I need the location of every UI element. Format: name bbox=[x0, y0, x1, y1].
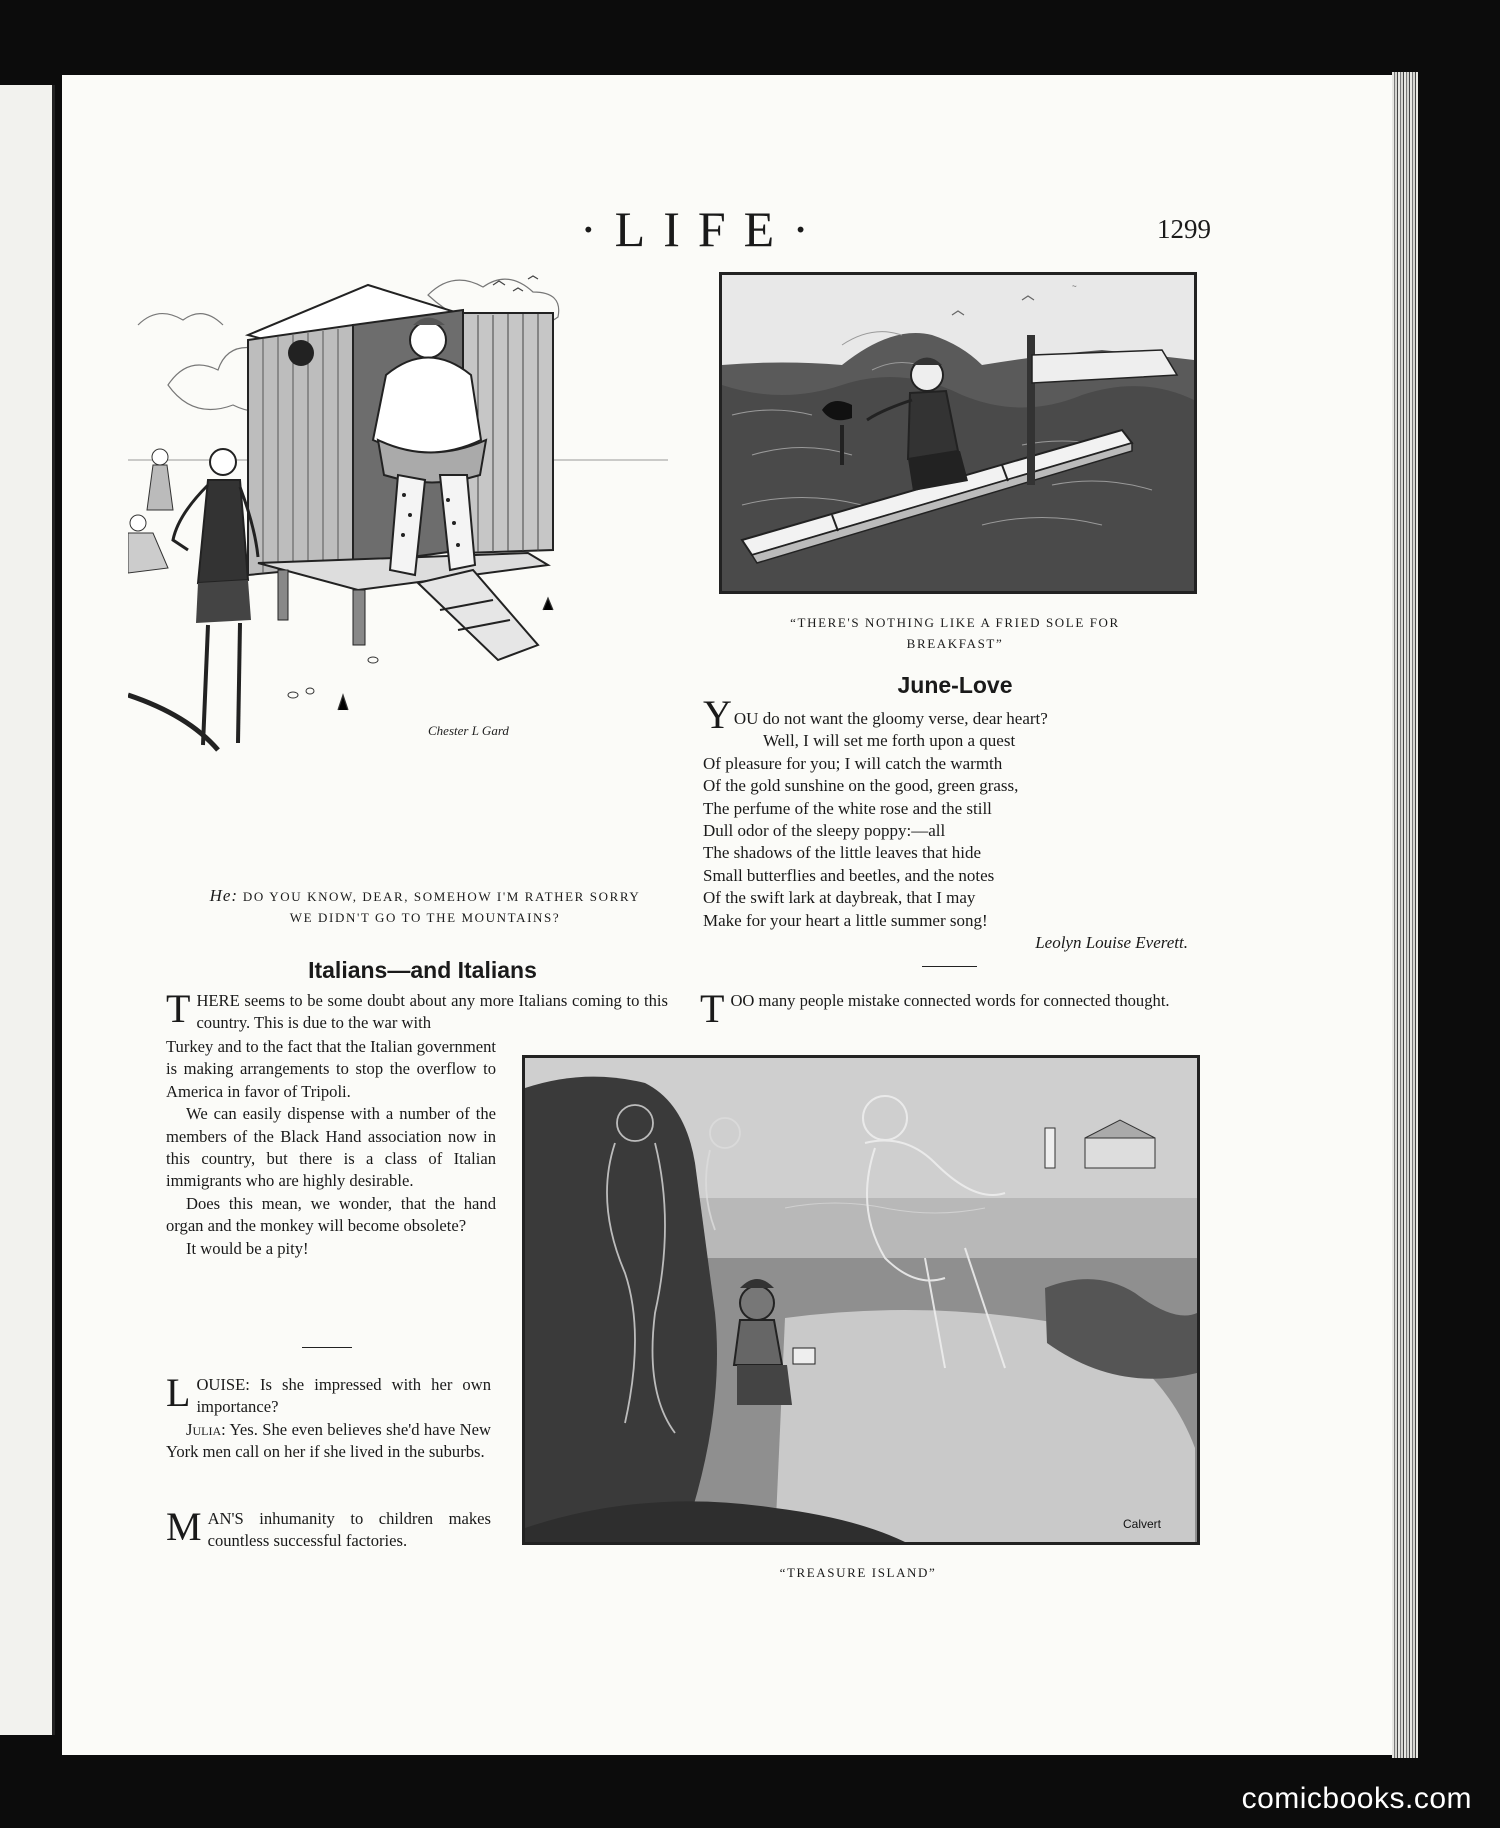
treasure-artist-signature: Calvert bbox=[1123, 1517, 1162, 1531]
beach-artist-signature: Chester L Gard bbox=[428, 723, 509, 738]
poem-dropcap: Y bbox=[703, 692, 732, 737]
beach-caption-speaker: He: bbox=[209, 886, 239, 905]
quip-man-dropcap: M bbox=[166, 1504, 202, 1549]
quip-too-dropcap: T bbox=[700, 986, 725, 1031]
sole-caption-line2: BREAKFAST” bbox=[906, 636, 1004, 651]
dialogue-block bbox=[166, 1370, 491, 1464]
sole-caption bbox=[719, 612, 1191, 654]
sole-cartoon bbox=[719, 272, 1197, 594]
quip-man bbox=[166, 1504, 491, 1553]
article-lead bbox=[166, 986, 668, 1035]
article-p1-narrow: Turkey and to the fact that the Italian government is making arrangements to stop the overflow to America in favor of Tripoli. bbox=[166, 1037, 496, 1101]
facing-page-edge bbox=[0, 85, 55, 1735]
article-body bbox=[166, 1036, 496, 1260]
page-number: 1299 bbox=[1157, 214, 1211, 244]
article-dropcap: T bbox=[166, 986, 191, 1031]
poem-line: Of the gold sunshine on the good, green grass, bbox=[703, 776, 1019, 796]
quip-man-text: AN'S inhumanity to children makes countless successful factories. bbox=[207, 1509, 491, 1551]
beach-cartoon bbox=[128, 265, 668, 880]
treasure-island-drawing bbox=[525, 1058, 1197, 1542]
poem-first-line-text: OU do not want the gloomy verse, dear heart? bbox=[733, 709, 1048, 728]
dialogue-speaker1: OUISE: bbox=[196, 1375, 250, 1394]
article-p1-wide: HERE seems to be some doubt about any more Italians coming to this country. This is due to the war with bbox=[196, 991, 668, 1033]
beach-cartoon-illustration bbox=[128, 265, 668, 880]
poem-line: Small butterflies and beetles, and the notes bbox=[703, 865, 995, 885]
sole-caption-line1: “THERE'S NOTHING LIKE A FRIED SOLE FOR bbox=[790, 615, 1120, 630]
quip-too-text: OO many people mistake connected words for connected thought. bbox=[730, 991, 1170, 1010]
dialogue-line2: Yes. She even believes she'd have New York men call on her if she lived in the suburbs. bbox=[166, 1419, 491, 1462]
poem-first-line bbox=[703, 692, 1188, 737]
treasure-caption: “TREASURE ISLAND” bbox=[779, 1565, 937, 1580]
poem-line: Of the swift lark at daybreak, that I may bbox=[703, 888, 976, 908]
watermark: comicbooks.com bbox=[1241, 1782, 1472, 1815]
masthead: ·LIFE· bbox=[580, 201, 827, 257]
sole-artist-mark: ~ bbox=[1072, 282, 1077, 291]
poem-line: The perfume of the white rose and the still bbox=[703, 798, 992, 818]
treasure-island-illustration bbox=[522, 1055, 1200, 1545]
article-p3: Does this mean, we wonder, that the hand organ and the monkey will become obsolete? bbox=[166, 1193, 496, 1236]
poem-line: Well, I will set me forth upon a quest bbox=[763, 731, 1016, 751]
poem-line: Of pleasure for you; I will catch the warmth bbox=[703, 753, 1003, 773]
beach-caption-line1: DO YOU KNOW, DEAR, SOMEHOW I'M RATHER SORRY bbox=[242, 889, 641, 904]
poem-title: June-Love bbox=[897, 672, 1013, 698]
dialogue-speaker2: Julia: bbox=[186, 1419, 226, 1439]
quip-too bbox=[700, 986, 1200, 1031]
poem-line: The shadows of the little leaves that hide bbox=[703, 843, 982, 863]
poem-divider bbox=[922, 966, 977, 967]
poem-line: Make for your heart a little summer song! bbox=[703, 910, 988, 930]
beach-caption bbox=[185, 885, 665, 928]
article-p2: We can easily dispense with a number of the members of the Black Hand association now in this country, but there is a class of Italian immigrants who are highly desirable. bbox=[166, 1104, 496, 1191]
poem-line: Dull odor of the sleepy poppy:—all bbox=[703, 821, 946, 841]
article-p4: It would be a pity! bbox=[186, 1238, 309, 1258]
dialogue-line1: Is she impressed with her own importance? bbox=[196, 1375, 491, 1417]
sole-cartoon-illustration bbox=[722, 275, 1194, 591]
poem-body bbox=[703, 692, 1188, 954]
poem-author: Leolyn Louise Everett. bbox=[1035, 933, 1188, 953]
page-stack-edge bbox=[1392, 72, 1418, 1758]
dialogue-dropcap: L bbox=[166, 1370, 191, 1415]
article-divider bbox=[302, 1347, 352, 1348]
beach-caption-line2: WE DIDN'T GO TO THE MOUNTAINS? bbox=[289, 910, 561, 925]
article-title: Italians—and Italians bbox=[308, 957, 537, 983]
